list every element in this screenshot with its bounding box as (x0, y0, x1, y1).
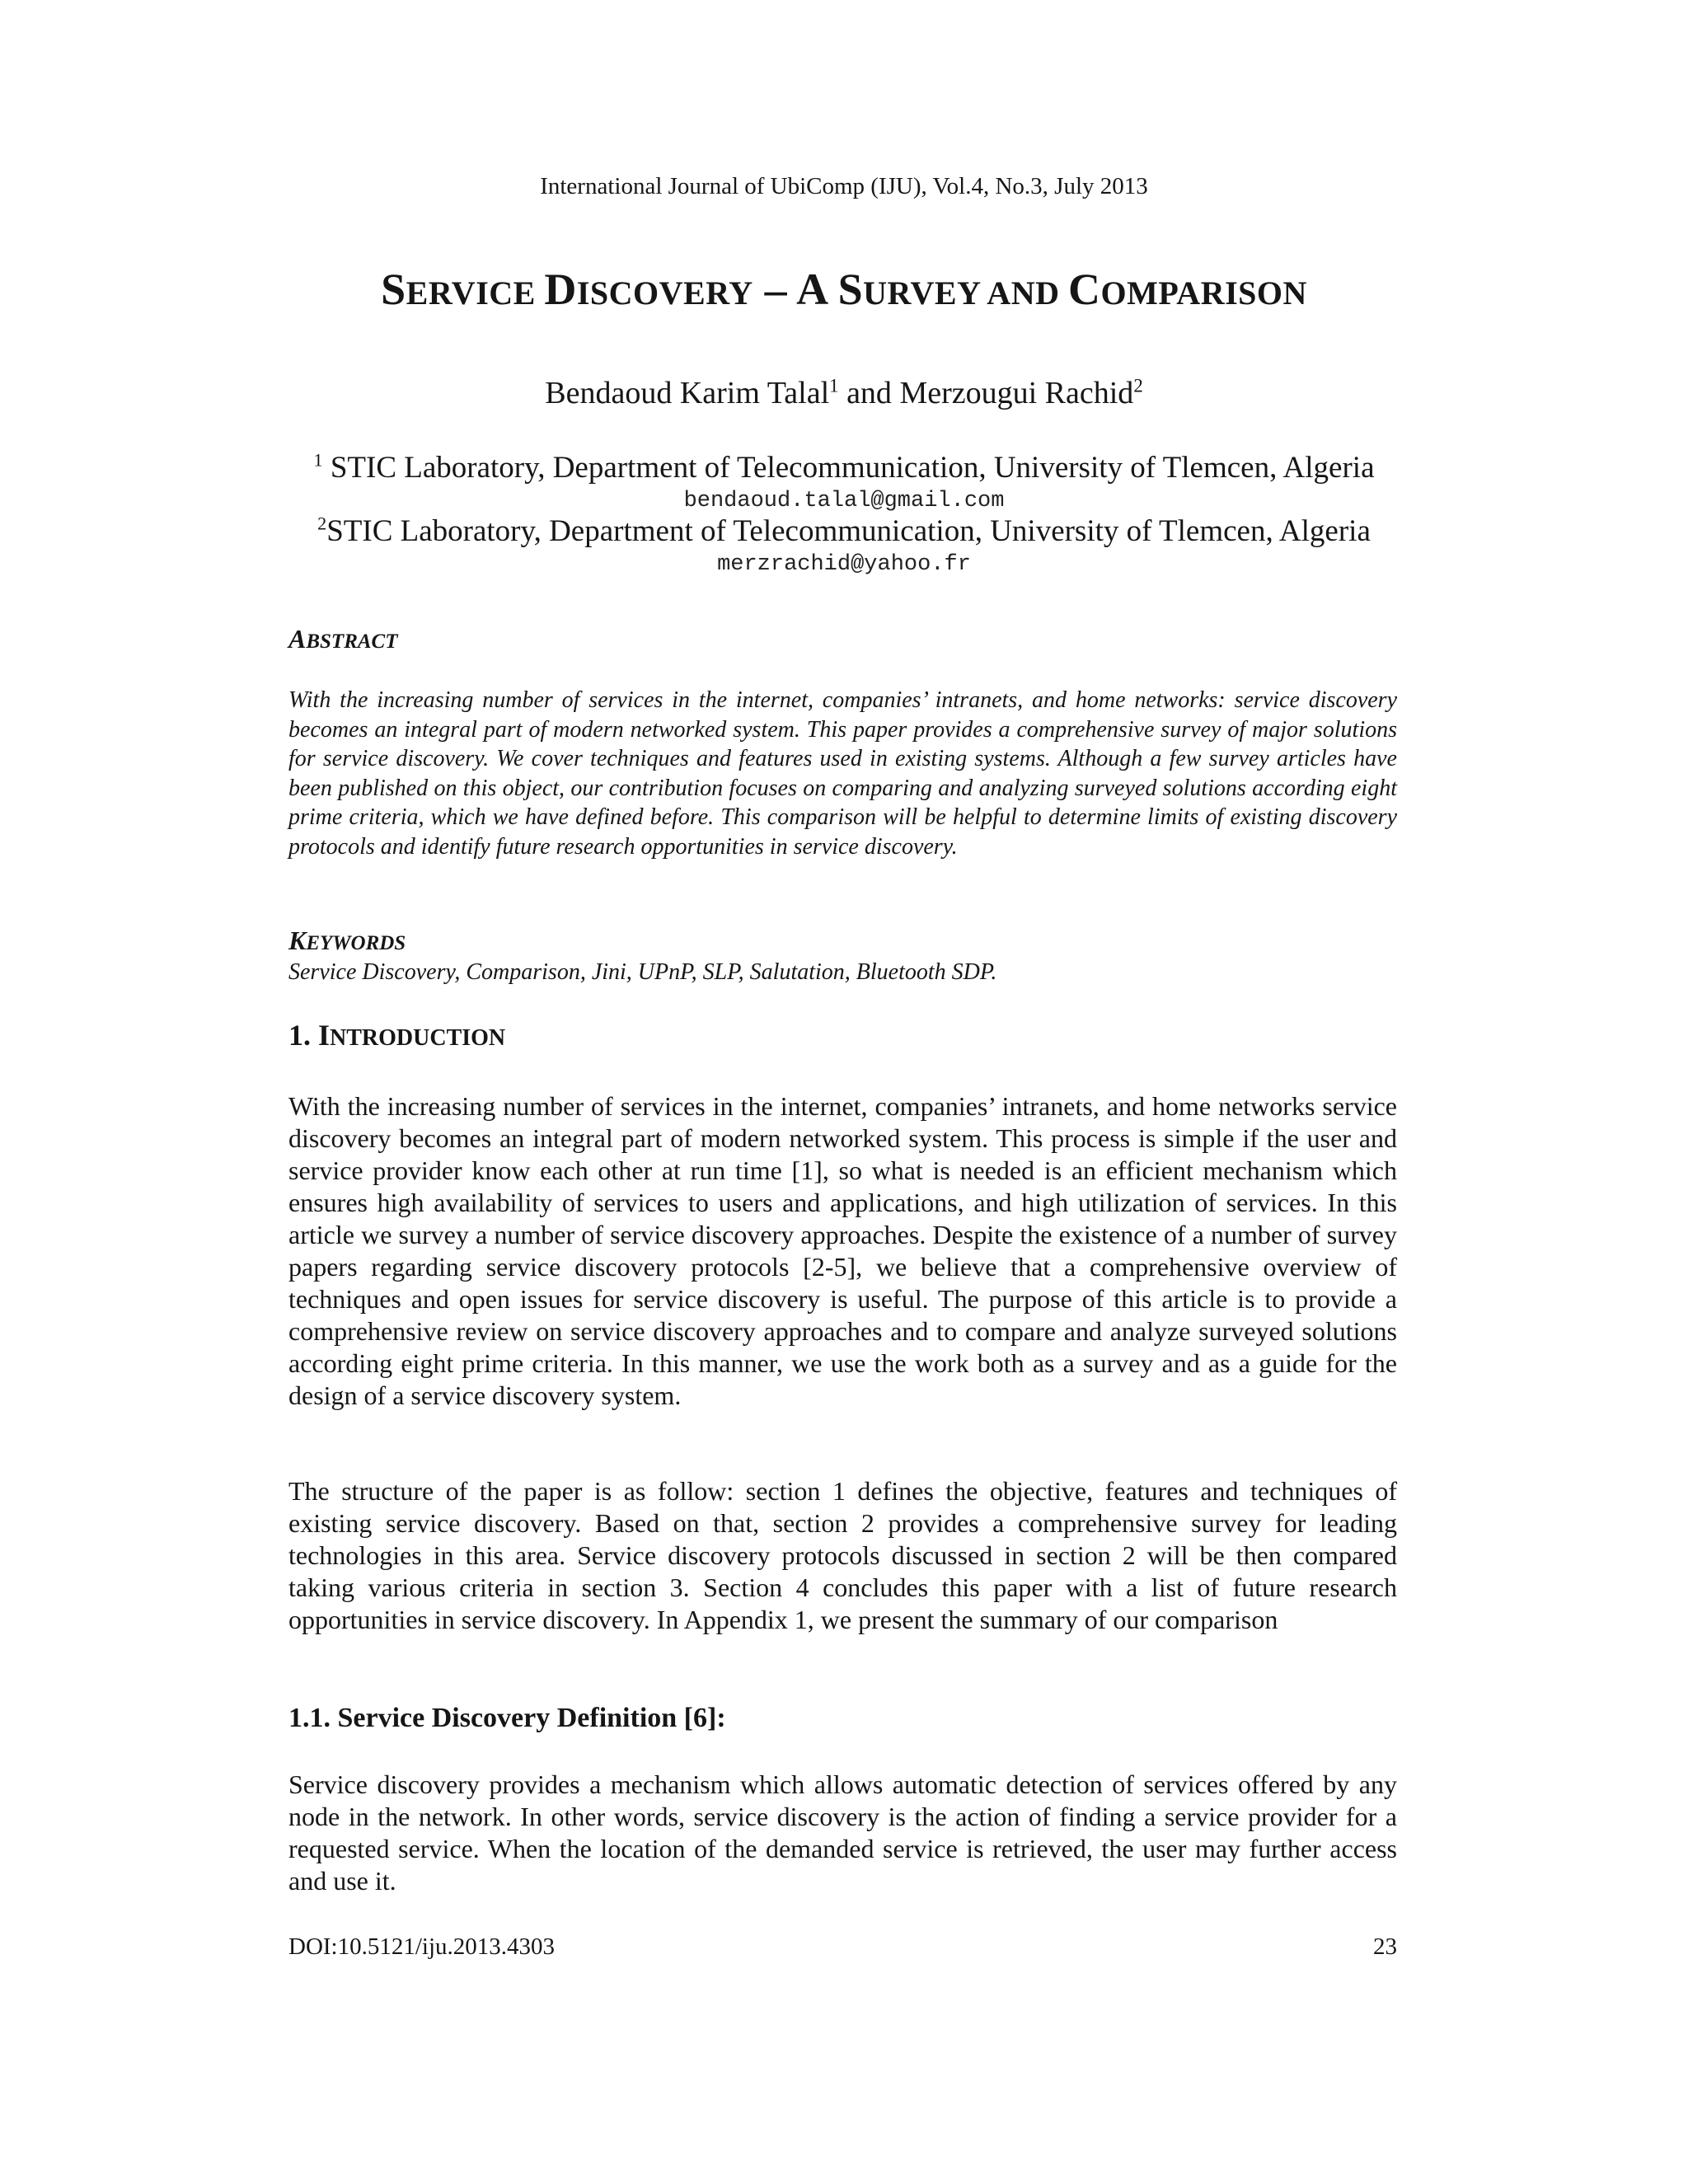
author-name: Merzougui Rachid (899, 376, 1134, 410)
affiliation-1: $^1$ STIC Laboratory, Department of Telecommunication, University of Tlemcen, Algeria (313, 449, 1375, 485)
keywords-heading: KEYWORDS (288, 926, 406, 955)
paper-title: SERVICE DISCOVERY – A SURVEY AND COMPARISON (381, 265, 1307, 314)
author-email-2: merzrachid@yahoo.fr (717, 552, 971, 577)
author-name: Bendaoud Karim Talal (545, 376, 830, 410)
subsection-heading: 1.1. Service Discovery Definition [6]: (288, 1703, 726, 1733)
intro-paragraph-2: The structure of the paper is as follow: section 1 defines the objective, features and techniques of existing service discovery. Based on that, section 2 provides a comprehensive survey for leading technologies in this area. Service discovery protocols discussed in section 2 will be then compared taking various criteria in section 3. Section 4 concludes this paper with a list of future research opportunities in service discovery. In Appendix 1, we present the summary of our comparison (288, 1476, 1397, 1634)
keywords-text: Service Discovery, Comparison, Jini, UPnP, SLP, Salutation, Bluetooth SDP. (288, 959, 997, 985)
running-head: International Journal of UbiComp (IJU), Vol.4, No.3, July 2013 (540, 173, 1148, 199)
definition-paragraph: Service discovery provides a mechanism which allows automatic detection of services offered by any node in the network. In other words, service discovery is the action of finding a service provider for a requested service. When the location of the demanded service is retrieved, the user may further access and use it. (288, 1769, 1397, 1896)
author-email-1: bendaoud.talal@gmail.com (683, 489, 1005, 513)
introduction-heading: 1. INTRODUCTION (288, 1019, 506, 1052)
abstract-text: With the increasing number of services in the internet, companies’ intranets, and home networks: service discovery becomes an integral part of modern networked system. This paper provides a comprehensive survey of major solutions for service discovery. We cover techniques and features used in existing systems. Although a few survey articles have been published on this object, our contribution focuses on comparing and analyzing surveyed solutions according eight prime criteria, which we have defined before. This comparison will be helpful to determine limits of existing discovery protocols and identify future research opportunities in service discovery. (288, 687, 1397, 860)
author-line: Bendaoud Karim Talal$^1$ and Merzougui Rachid$^2$ (545, 375, 1143, 410)
doi-footer: DOI:10.5121/iju.2013.4303 (288, 1933, 556, 1960)
page-number: 23 (1373, 1933, 1397, 1960)
affiliation-2: $^2$STIC Laboratory, Department of Telecommunication, University of Tlemcen, Algeria (317, 513, 1371, 548)
intro-paragraph-1: With the increasing number of services in the internet, companies’ intranets, and home networks service discovery becomes an integral part of modern networked system. This process is simple if the user and service provider know each other at run time [1], so what is needed is an efficient mechanism which ensures high availability of services to users and applications, and high utilization of services. In this article we survey a number of service discovery approaches. Despite the existence of a number of survey papers regarding service discovery protocols [2-5], we believe that a comprehensive overview of techniques and open issues for service discovery is useful. The purpose of this article is to provide a comprehensive review on service discovery approaches and to compare and analyze surveyed solutions according eight prime criteria. In this manner, we use the work both as a survey and as a guide for the design of a service discovery system. (288, 1091, 1397, 1410)
abstract-heading: ABSTRACT (288, 624, 398, 654)
